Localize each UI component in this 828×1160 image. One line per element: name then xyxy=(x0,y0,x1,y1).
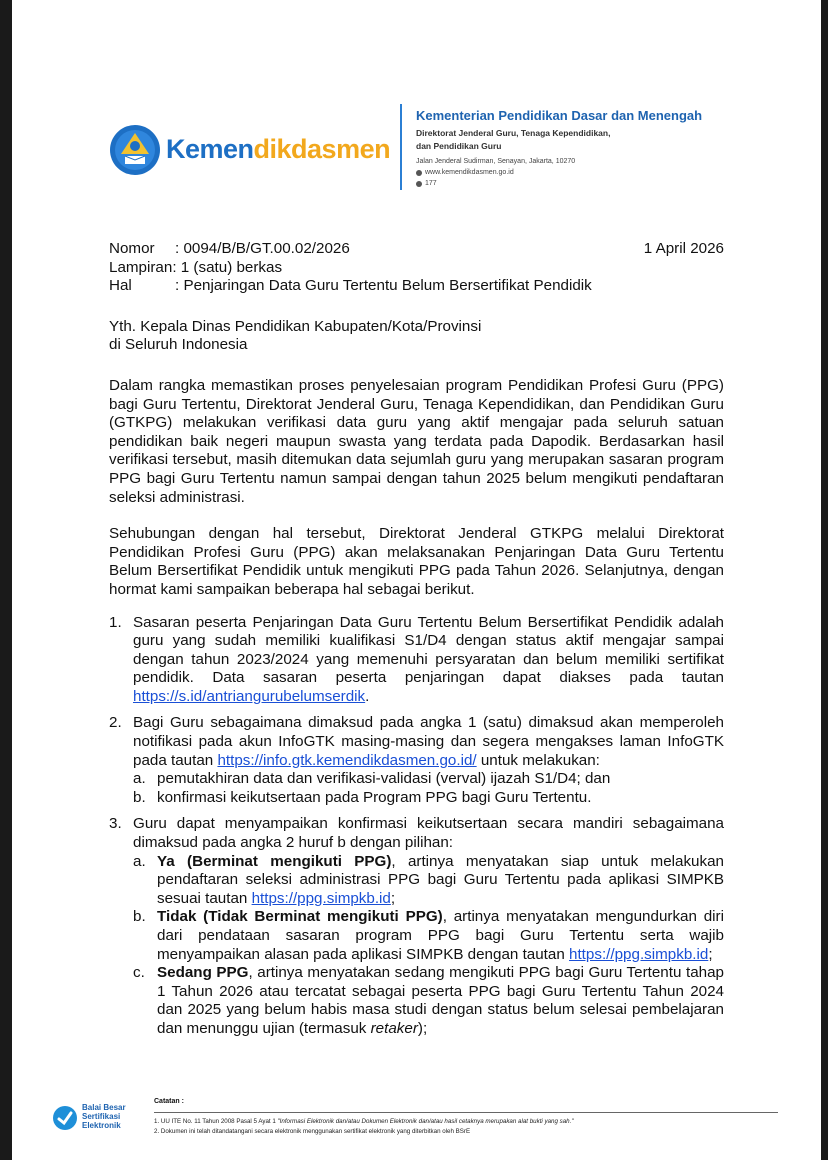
infogtk-link[interactable]: https://info.gtk.kemendikdasmen.go.id/ xyxy=(217,751,477,769)
item-3b-label: b. xyxy=(133,908,146,926)
point-list xyxy=(109,614,724,1039)
item-3b xyxy=(133,908,724,964)
item-2-number: 2. xyxy=(109,714,122,732)
website-text: www.kemendikdasmen.go.id xyxy=(425,169,514,176)
option-sedang-ppg: Sedang PPG xyxy=(157,964,249,982)
kemendikdasmen-logo xyxy=(109,122,409,182)
item-3a-label: a. xyxy=(133,852,146,870)
website-row xyxy=(416,167,806,178)
item-3c-text xyxy=(157,964,724,1038)
item-2b xyxy=(133,789,724,808)
item-1-number: 1. xyxy=(109,613,122,631)
item-1-text xyxy=(133,614,724,707)
item-2-body: Bagi Guru sebagaimana dimaksud pada angka 1 (satu) dimaksud akan memperoleh notifikasi pada akun InfoGTK masing-masing dan segera mengakses laman InfoGTK pada tautan xyxy=(133,714,724,769)
footer-note-1 xyxy=(154,1117,794,1127)
nomor-row xyxy=(109,240,724,259)
bsre-line-1: Balai Besar xyxy=(82,1103,126,1112)
item-2a xyxy=(133,770,724,789)
item-3c xyxy=(133,964,724,1038)
letterhead-divider xyxy=(400,104,402,190)
list-item-3 xyxy=(109,815,724,1038)
lampiran-value: : 1 (satu) berkas xyxy=(172,258,283,276)
paragraph-1: Dalam rangka memastikan proses penyelesaian program Pendidikan Profesi Guru (PPG) bagi Guru Tertentu, Direktorat Jenderal Guru, Tenaga Kependidikan, dan Pendidikan Guru (GTKPG) melakukan verifikasi data guru yang aktif mengajar pada seluruh satuan pendidikan baik negeri maupun swasta yang terdata pada Dapodik. Berdasarkan hasil verifikasi tersebut, masih ditemukan data sejumlah guru yang merupakan sasaran program PPG bagi Guru Tertentu namun sampai dengan tahun 2025 belum mengikuti pendaftaran seleksi administrasi. xyxy=(109,376,724,506)
item-3c-end: ); xyxy=(417,1019,428,1037)
bsre-line-3: Elektronik xyxy=(82,1121,121,1130)
item-3a xyxy=(133,853,724,909)
ministry-info xyxy=(416,108,806,189)
item-3b-end: ; xyxy=(708,945,713,963)
lampiran-label: Lampiran xyxy=(109,258,173,276)
item-2a-label: a. xyxy=(133,770,146,788)
note-1-prefix: 1. UU ITE No. 11 Tahun 2008 Pasal 5 Ayat 1 xyxy=(154,1118,278,1125)
footer xyxy=(52,1095,792,1145)
hal-label: Hal xyxy=(109,277,132,295)
brand-wordmark xyxy=(166,134,390,165)
list-item-2 xyxy=(109,714,724,807)
recipient-line-1: Yth. Kepala Dinas Pendidikan Kabupaten/Kota/Provinsi xyxy=(109,317,482,335)
antrian-link[interactable]: https://s.id/antriangurubelumserdik xyxy=(133,687,366,705)
lampiran-row xyxy=(109,259,724,278)
item-2a-text: pemutakhiran data dan verifikasi-validasi (verval) ijazah S1/D4; dan xyxy=(157,770,611,788)
footer-note-2: 2. Dokumen ini telah ditandatangani secara elektronik menggunakan sertifikat elektronik yang diterbitkan oleh BSrE xyxy=(154,1128,471,1135)
simpkb-link-b[interactable]: https://ppg.simpkb.id xyxy=(569,945,709,963)
directorate-line-1: Direktorat Jenderal Guru, Tenaga Kependidikan, xyxy=(416,128,611,138)
footer-divider xyxy=(154,1112,778,1113)
recipient-line-2: di Seluruh Indonesia xyxy=(109,336,248,354)
hal-row xyxy=(109,277,724,296)
phone-row xyxy=(416,178,806,189)
list-item-1 xyxy=(109,614,724,707)
bsre-line-2: Sertifikasi xyxy=(82,1112,121,1121)
nomor-value: : 0094/B/B/GT.00.02/2026 xyxy=(175,240,350,257)
globe-icon xyxy=(416,170,422,176)
nomor-label: Nomor xyxy=(109,240,155,257)
letter-body xyxy=(109,240,724,1047)
simpkb-link-a[interactable]: https://ppg.simpkb.id xyxy=(251,889,391,907)
brand-part-2: dikdasmen xyxy=(253,134,391,164)
item-2b-text: konfirmasi keikutsertaan pada Program PPG bagi Guru Tertentu. xyxy=(157,788,592,806)
hal-value: : Penjaringan Data Guru Tertentu Belum Bersertifikat Pendidik xyxy=(175,277,592,295)
item-2-text xyxy=(133,714,724,807)
item-3c-label: c. xyxy=(133,964,145,982)
address xyxy=(416,156,806,167)
retaker-term: retaker xyxy=(370,1019,418,1037)
bsre-logo-icon xyxy=(52,1105,78,1131)
item-3a-end: ; xyxy=(390,889,396,907)
item-3a-body: , artinya menyatakan siap untuk melakukan pendaftaran seleksi administrasi PPG bagi Guru Tertentu pada aplikasi SIMPKB sesuai tautan xyxy=(157,852,724,907)
tut-wuri-handayani-emblem-icon xyxy=(109,124,161,176)
item-3-number: 3. xyxy=(109,815,122,833)
footer-notes xyxy=(154,1117,794,1137)
bsre-name xyxy=(82,1103,142,1130)
item-3b-text xyxy=(157,908,724,964)
item-3-text xyxy=(133,815,724,1038)
item-3c-body: , artinya menyatakan sedang mengikuti PPG bagi Guru Tertentu tahap 1 Tahun 2026 atau tercatat sebagai peserta PPG bagi Guru Tertentu Tahun 2024 dan 2025 yang belum habis masa studi dengan status belum selesai pembelajaran dan menunggu ujian (termasuk xyxy=(157,964,724,1037)
letter-date: 1 April 2026 xyxy=(643,240,724,257)
item-2b-label: b. xyxy=(133,788,146,806)
item-1-body: Sasaran peserta Penjaringan Data Guru Tertentu Belum Bersertifikat Pendidik adalah guru yang sudah memiliki kualifikasi S1/D4 dengan status aktif mengajar sampai dengan tahun 2023/2024 yang memenuhi persyaratan dan belum memiliki sertifikat pendidik. Data sasaran peserta penjaringan dapat diakses pada tautan xyxy=(133,613,724,687)
ministry-name: Kementerian Pendidikan Dasar dan Menengah xyxy=(416,108,703,123)
item-3a-text xyxy=(157,853,724,909)
directorate-line-2: dan Pendidikan Guru xyxy=(416,141,502,151)
item-3b-body: , artinya menyatakan mengundurkan diri dari pendataan sasaran program PPG bagi Guru Tertentu serta wajib menyampaikan alasan pada aplikasi SIMPKB dengan tautan xyxy=(157,908,724,963)
brand-part-1: Kemen xyxy=(166,134,254,164)
item-3-body: Guru dapat menyampaikan konfirmasi keikutsertaan secara mandiri sebagaimana dimaksud pada angka 2 huruf b dengan pilihan: xyxy=(133,815,724,852)
catatan-label: Catatan : xyxy=(154,1098,184,1105)
paragraph-2: Sehubungan dengan hal tersebut, Direktorat Jenderal GTKPG melalui Direktorat Pendidikan Profesi Guru (PPG) akan melaksanakan Penjaringan Data Guru Tertentu Belum Bersertifikat Pendidik untuk mengikuti PPG pada Tahun 2026. Selanjutnya, dengan hormat kami sampaikan beberapa hal sebagai berikut. xyxy=(109,525,724,598)
phone-text: 177 xyxy=(425,180,437,187)
item-1-end: . xyxy=(365,687,370,705)
option-ya: Ya (Berminat mengikuti PPG) xyxy=(157,852,392,870)
note-1-quote: "Informasi Elektronik dan/atau Dokumen Elektronik dan/atau hasil cetaknya merupakan alat bukti yang sah." xyxy=(277,1118,574,1125)
letter-page xyxy=(12,0,821,1160)
item-2-end: untuk melakukan: xyxy=(476,751,600,769)
address-text: Jalan Jenderal Sudirman, Senayan, Jakarta, 10270 xyxy=(416,158,576,165)
option-tidak: Tidak (Tidak Berminat mengikuti PPG) xyxy=(157,908,443,926)
headset-icon xyxy=(416,181,422,187)
